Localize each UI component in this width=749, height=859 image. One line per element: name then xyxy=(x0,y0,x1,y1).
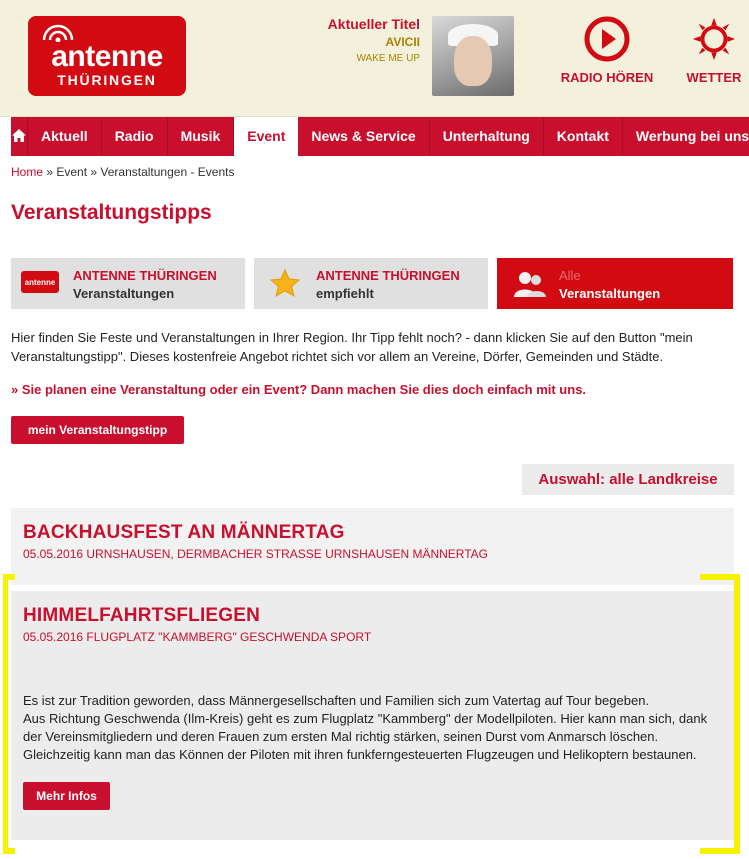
intro-text: Hier finden Sie Feste und Veranstaltungen in Ihrer Region. Ihr Tipp fehlt noch? - dann klicken Sie auf den Button "mein Veranstaltungstipp". Dieses kostenfreie Angebot richtet sich vor allem an Vereine, Dörfer, Gemeinden und Städte. xyxy=(11,330,693,364)
nav-item-aktuell[interactable]: Aktuell xyxy=(28,117,102,156)
radio-hoeren-button[interactable] xyxy=(555,16,659,85)
event-meta: 05.05.2016 URNSHAUSEN, DERMBACHER STRASSE URNSHAUSEN MÄNNERTAG xyxy=(23,547,489,561)
tile-2-line2: empfiehlt xyxy=(316,286,374,301)
nav-item-news-service[interactable]: News & Service xyxy=(298,117,429,156)
wetter-label: WETTER xyxy=(686,70,742,85)
site-header xyxy=(0,0,749,117)
nav-item-musik[interactable]: Musik xyxy=(168,117,235,156)
antenna-waves-icon xyxy=(40,20,76,42)
people-group-icon xyxy=(513,270,547,298)
event-item[interactable] xyxy=(11,508,734,585)
album-cover-image xyxy=(432,16,514,96)
cover-face-shape xyxy=(454,36,492,86)
now-playing-artist: AVICII xyxy=(385,35,420,49)
nav-home[interactable] xyxy=(11,117,28,156)
event-description-line: Aus Richtung Geschwenda (Ilm-Kreis) geht es zum Flugplatz "Kammberg" der Modellpiloten. Hier kann man sich, dank der Vereinsmitgliedern und deren Frauen zum ersten Mal richtig stärken, seinen Durst vom Anmarsch löschen. Gleichzeitig kann man das Können der Piloten mit ihren funkferngesteuerten Flugzeugen und Helikoptern bestaunen. xyxy=(23,711,708,762)
tile-1-line2: Veranstaltungen xyxy=(73,286,175,301)
tile-3-line2: Veranstaltungen xyxy=(559,286,661,301)
breadcrumb xyxy=(11,165,234,179)
tile-antenne-empfiehlt[interactable] xyxy=(254,258,488,309)
wetter-button[interactable] xyxy=(681,16,747,85)
landkreis-filter-dropdown[interactable]: Auswahl: alle Landkreise xyxy=(522,464,734,495)
nav-item-unterhaltung[interactable]: Unterhaltung xyxy=(430,117,544,156)
logo-sub-text: THÜRINGEN xyxy=(57,72,157,88)
radio-hoeren-label: RADIO HÖREN xyxy=(560,70,654,85)
nav-item-event[interactable]: Event xyxy=(234,117,298,156)
breadcrumb-home-link[interactable]: Home xyxy=(11,165,44,179)
antenne-logo-icon xyxy=(21,271,59,293)
now-playing xyxy=(300,16,420,64)
tile-antenne-veranstaltungen[interactable] xyxy=(11,258,245,309)
nav-item-werbung[interactable]: Werbung bei uns xyxy=(623,117,749,156)
nav-item-radio[interactable]: Radio xyxy=(102,117,168,156)
now-playing-track: WAKE ME UP xyxy=(356,53,420,64)
mehr-infos-button[interactable]: Mehr Infos xyxy=(23,782,110,810)
tile-alle-veranstaltungen[interactable] xyxy=(497,258,733,309)
event-description-line: Es ist zur Tradition geworden, dass Männergesellschaften und Familien sich zum Vatertag auf Tour begeben. xyxy=(23,693,650,708)
home-icon xyxy=(11,128,27,143)
breadcrumb-trail: » Event » Veranstaltungen - Events xyxy=(43,165,235,179)
logo-brand-text: antenne xyxy=(51,40,163,73)
highlight-marker-left xyxy=(3,574,15,854)
play-icon xyxy=(584,16,630,62)
event-item-expanded xyxy=(11,591,734,840)
tile-1-line1: ANTENNE THÜRINGEN xyxy=(73,268,217,283)
cta-link[interactable]: » Sie planen eine Veranstaltung oder ein Event? Dann machen Sie dies doch einfach mit uns. xyxy=(11,382,587,397)
now-playing-label: Aktueller Titel xyxy=(327,16,420,32)
nav-item-kontakt[interactable]: Kontakt xyxy=(544,117,623,156)
page-title: Veranstaltungstipps xyxy=(11,201,212,224)
event-description xyxy=(23,692,728,764)
main-navigation xyxy=(11,117,749,156)
star-icon xyxy=(270,269,300,297)
event-title[interactable]: BACKHAUSFEST AN MÄNNERTAG xyxy=(23,522,345,543)
antenne-thueringen-logo[interactable] xyxy=(28,16,186,96)
mein-veranstaltungstipp-button[interactable]: mein Veranstaltungstipp xyxy=(11,416,184,444)
sun-icon xyxy=(690,16,738,62)
event-title[interactable]: HIMMELFAHRTSFLIEGEN xyxy=(23,605,261,626)
antenne-logo-icon-text: antenne xyxy=(24,278,56,287)
event-meta: 05.05.2016 FLUGPLATZ "KAMMBERG" GESCHWENDA SPORT xyxy=(23,630,372,644)
tile-2-line1: ANTENNE THÜRINGEN xyxy=(316,268,460,283)
highlight-marker-right xyxy=(700,574,740,854)
tile-3-line1: Alle xyxy=(559,268,581,283)
